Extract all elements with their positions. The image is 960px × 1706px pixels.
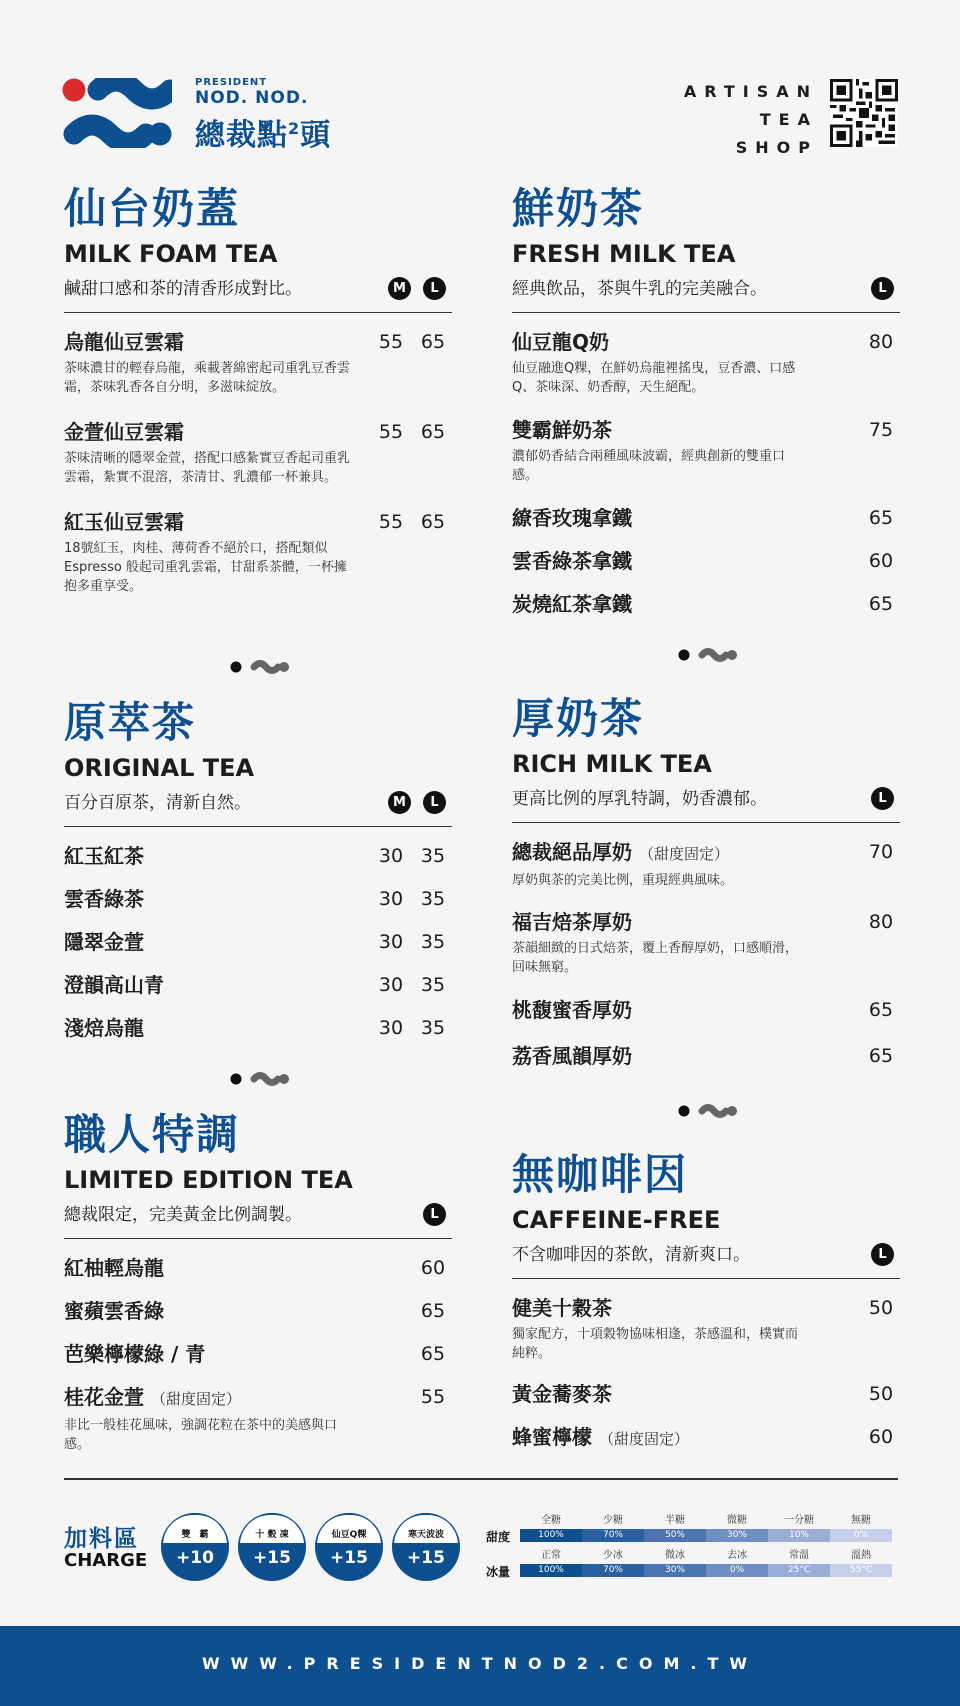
item-name: 芭樂檸檬綠 / 青 [64,1342,206,1366]
menu-item[interactable] [512,546,900,576]
size-badge-l: L [871,1243,894,1266]
price-m: 30 [378,888,404,910]
section-milk-foam-tea [64,184,452,596]
section-en-title: MILK FOAM TEA [64,240,278,268]
ice-cell[interactable]: 100% [520,1564,582,1577]
price-l: 60 [868,1426,894,1448]
size-badge-l: L [423,1203,446,1226]
menu-item[interactable] [64,1339,452,1369]
price-m: 30 [378,931,404,953]
section-desc: 不含咖啡因的茶飲，清新爽口。 [512,1245,750,1265]
item-name: 炭燒紅茶拿鐵 [512,592,632,616]
menu-item[interactable] [64,970,452,1000]
topping-name: 十 穀 凍 [255,1530,289,1540]
ice-cell[interactable]: 25°C [768,1564,830,1577]
item-note: （甜度固定） [638,845,729,863]
item-desc: 獨家配方，十項穀物協味相逢，茶感溫和，樸實而純粹。 [512,1327,799,1361]
section-title: 無咖啡因 [512,1150,689,1199]
price-m: 30 [378,1017,404,1039]
item-name: 紅玉紅茶 [64,844,144,868]
menu-item[interactable] [512,1293,900,1363]
sugar-cell[interactable]: 70% [582,1529,644,1542]
menu-item[interactable] [64,841,452,871]
item-desc: 茶味清晰的隱翠金萱，搭配口感紮實豆香起司重乳雲霜，紮實不混溶，茶清甘、乳濃郁一杯兼具。 [64,451,351,485]
menu-item[interactable] [512,415,900,485]
menu-item[interactable] [64,1382,452,1454]
item-name: 荔香風韻厚奶 [512,1044,632,1068]
menu-item[interactable] [64,1013,452,1043]
item-name: 桃馥蜜香厚奶 [512,998,632,1022]
item-desc: 18號紅玉，肉桂、薄荷香不絕於口，搭配類似 Espresso 般起司重乳雲霜，甘甜系茶體，一杯擁抱多重享受。 [64,541,347,594]
section-desc: 百分百原茶，清新自然。 [64,793,251,813]
price-l: 80 [868,911,894,933]
section-en-title: RICH MILK TEA [512,750,712,778]
charge-title-en: CHARGE [64,1550,148,1571]
brand-zh-name: 總裁點$^2$頭 [195,118,332,153]
section-title: 仙台奶蓋 [64,184,241,233]
sugar-head: 半糖 [665,1515,685,1526]
sugar-cell[interactable]: 30% [706,1529,768,1542]
section-limited-edition-tea [64,1110,452,1454]
ice-head: 正常 [541,1550,561,1561]
size-badge-m: M [388,277,411,300]
section-desc-row [64,276,452,313]
size-badge-l: L [423,277,446,300]
menu-item[interactable] [512,837,900,890]
price-l: 65 [420,1343,446,1365]
sugar-head: 少糖 [603,1515,623,1526]
price-l: 35 [420,1017,446,1039]
ice-head: 溫熱 [851,1550,871,1561]
menu-item[interactable] [64,884,452,914]
item-name: 健美十穀茶 [512,1296,612,1320]
brand-small-label: PRESIDENT [195,77,268,88]
item-name: 桂花金萱 （甜度固定） [64,1385,241,1409]
sugar-head: 無糖 [851,1515,871,1526]
item-name: 烏龍仙豆雲霜 [64,330,184,354]
topping-price: +10 [176,1548,214,1568]
footer-bar [0,1626,960,1706]
section-desc-row [64,790,452,827]
item-name: 蜜蘋雲香綠 [64,1299,164,1323]
ice-head: 微冰 [665,1550,685,1561]
section-desc: 經典飲品，茶與牛乳的完美融合。 [512,279,767,299]
charge-title: 加料區 [64,1526,139,1552]
menu-item[interactable] [512,1379,900,1409]
price-l: 65 [868,507,894,529]
item-name: 黃金蕎麥茶 [512,1382,612,1406]
price-m: 55 [378,331,404,353]
section-original-tea [64,698,452,1043]
ice-head: 少冰 [603,1550,623,1561]
price-l: 60 [868,550,894,572]
menu-item[interactable] [512,907,900,977]
size-badge-m: M [388,791,411,814]
price-m: 30 [378,845,404,867]
item-name: 隱翠金萱 [64,930,144,954]
size-badge-l: L [423,791,446,814]
item-desc: 厚奶與茶的完美比例，重現經典風味。 [512,873,734,888]
topping-badge[interactable] [238,1513,306,1581]
topping-badge[interactable] [315,1513,383,1581]
item-desc: 茶味濃甘的輕春烏龍，乘載著綿密起司重乳豆香雲霜，茶味乳香各自分明，多滋味綻放。 [64,361,351,395]
section-rich-milk-tea [512,694,900,1071]
topping-name: 寒天波波 [407,1530,444,1540]
menu-item[interactable] [512,1041,900,1071]
brand-en-name: NOD. NOD. [195,88,309,108]
item-name: 金萱仙豆雲霜 [64,420,184,444]
ice-label: 冰量 [486,1565,511,1579]
item-name: 雲香綠茶 [64,887,144,911]
price-l: 35 [420,888,446,910]
price-l: 35 [420,931,446,953]
section-desc-row [512,786,900,823]
section-caffeine-free [512,1150,900,1454]
section-title: 職人特調 [64,1110,241,1159]
item-name: 雲香綠茶拿鐵 [512,549,632,573]
item-name: 紅柚輕烏龍 [64,1256,164,1280]
menu-item[interactable] [64,1253,452,1283]
qr-code-icon[interactable] [830,79,898,147]
ice-head: 常溫 [789,1550,809,1561]
menu-item[interactable] [64,1296,452,1326]
section-en-title: FRESH MILK TEA [512,240,736,268]
separator-dots-icon [230,1072,290,1086]
separator-dots-icon [230,660,290,674]
item-note: （甜度固定） [598,1430,689,1448]
menu-item[interactable] [64,327,452,397]
section-desc: 總裁限定，完美黃金比例調製。 [64,1205,302,1225]
section-en-title: ORIGINAL TEA [64,754,255,782]
price-l: 50 [868,1297,894,1319]
price-l: 50 [868,1383,894,1405]
topping-price: +15 [253,1548,291,1568]
sugar-cell[interactable]: 10% [768,1529,830,1542]
menu-item[interactable] [64,927,452,957]
menu-item[interactable] [512,327,900,397]
section-fresh-milk-tea [512,184,900,619]
topping-name: 雙 霸 [181,1530,209,1540]
price-l: 65 [868,1045,894,1067]
section-title: 厚奶茶 [512,694,645,743]
item-desc: 仙豆融進Q粿，在鮮奶烏龍裡搖曳，豆香濃、口感Q、茶味深、奶香醇，天生絕配。 [512,361,796,395]
price-l: 65 [420,1300,446,1322]
item-name: 淺焙烏龍 [64,1016,144,1040]
ice-cell[interactable]: 0% [706,1564,768,1577]
separator-dots-icon [678,648,738,662]
item-desc: 濃郁奶香結合兩種風味波霸，經典創新的雙重口感。 [512,449,786,483]
footer-url-link[interactable]: WWW.PRESIDENTNOD2.COM.TW [201,1654,759,1673]
item-name: 雙霸鮮奶茶 [512,418,612,442]
topping-badge[interactable] [392,1513,460,1581]
menu-item[interactable] [64,417,452,487]
price-m: 55 [378,511,404,533]
ice-head: 去冰 [727,1550,747,1561]
menu-item[interactable] [512,589,900,619]
price-l: 65 [868,593,894,615]
item-desc: 非比一般桂花風味，強調花粒在茶中的美感與口感。 [64,1418,338,1452]
section-en-title: LIMITED EDITION TEA [64,1166,353,1194]
item-name: 福吉焙茶厚奶 [512,910,632,934]
sugar-cell[interactable]: 50% [644,1529,706,1542]
menu-item[interactable] [512,503,900,533]
price-l: 65 [420,421,446,443]
section-title: 原萃茶 [64,698,197,747]
topping-name: 仙豆Q粿 [331,1530,367,1540]
price-l: 60 [420,1257,446,1279]
artisan-tea-shop-label: ARTISAN TEA SHOP [683,82,818,157]
price-l: 65 [868,999,894,1021]
price-l: 65 [420,331,446,353]
sugar-head: 微糖 [727,1515,747,1526]
ice-cell[interactable]: 70% [582,1564,644,1577]
divider [64,1478,898,1480]
price-l: 80 [868,331,894,353]
item-name: 澄韻高山青 [64,973,164,997]
item-note: （甜度固定） [150,1390,241,1408]
price-l: 75 [868,419,894,441]
sugar-cell[interactable]: 0% [830,1529,892,1542]
price-l: 35 [420,845,446,867]
ice-cell[interactable]: 55°C [830,1564,892,1577]
item-desc: 茶韻細緻的日式焙茶，覆上香醇厚奶，口感順滑，回味無窮。 [512,941,799,975]
section-desc-row [512,1242,900,1279]
section-desc-row [512,276,900,313]
price-l: 65 [420,511,446,533]
item-name: 仙豆龍Q奶 [512,330,610,354]
section-desc: 鹹甜口感和茶的清香形成對比。 [64,279,302,299]
menu-item[interactable] [64,507,452,596]
item-name: 紅玉仙豆雲霜 [64,510,184,534]
menu-item[interactable] [512,1422,900,1454]
topping-price: +15 [330,1548,368,1568]
sugar-head: 全糖 [541,1515,561,1526]
item-name: 蜂蜜檸檬 （甜度固定） [512,1425,689,1449]
item-name: 繚香玫瑰拿鐵 [512,506,632,530]
section-desc: 更高比例的厚乳特調，奶香濃郁。 [512,789,767,809]
topping-badge[interactable] [161,1513,229,1581]
topping-price: +15 [407,1548,445,1568]
separator-dots-icon [678,1104,738,1118]
price-l: 70 [868,841,894,863]
price-m: 55 [378,421,404,443]
price-m: 30 [378,974,404,996]
item-name: 總裁絕品厚奶 （甜度固定） [512,840,729,864]
section-title: 鮮奶茶 [512,184,645,233]
price-l: 55 [420,1386,446,1408]
size-badge-l: L [871,277,894,300]
sugar-label: 甜度 [486,1530,511,1544]
section-en-title: CAFFEINE-FREE [512,1206,721,1234]
sugar-cell[interactable]: 100% [520,1529,582,1542]
price-l: 35 [420,974,446,996]
section-desc-row [64,1202,452,1239]
size-badge-l: L [871,787,894,810]
sugar-head: 一分糖 [784,1515,814,1526]
brand-logo-icon [62,78,172,148]
menu-item[interactable] [512,995,900,1025]
ice-cell[interactable]: 30% [644,1564,706,1577]
